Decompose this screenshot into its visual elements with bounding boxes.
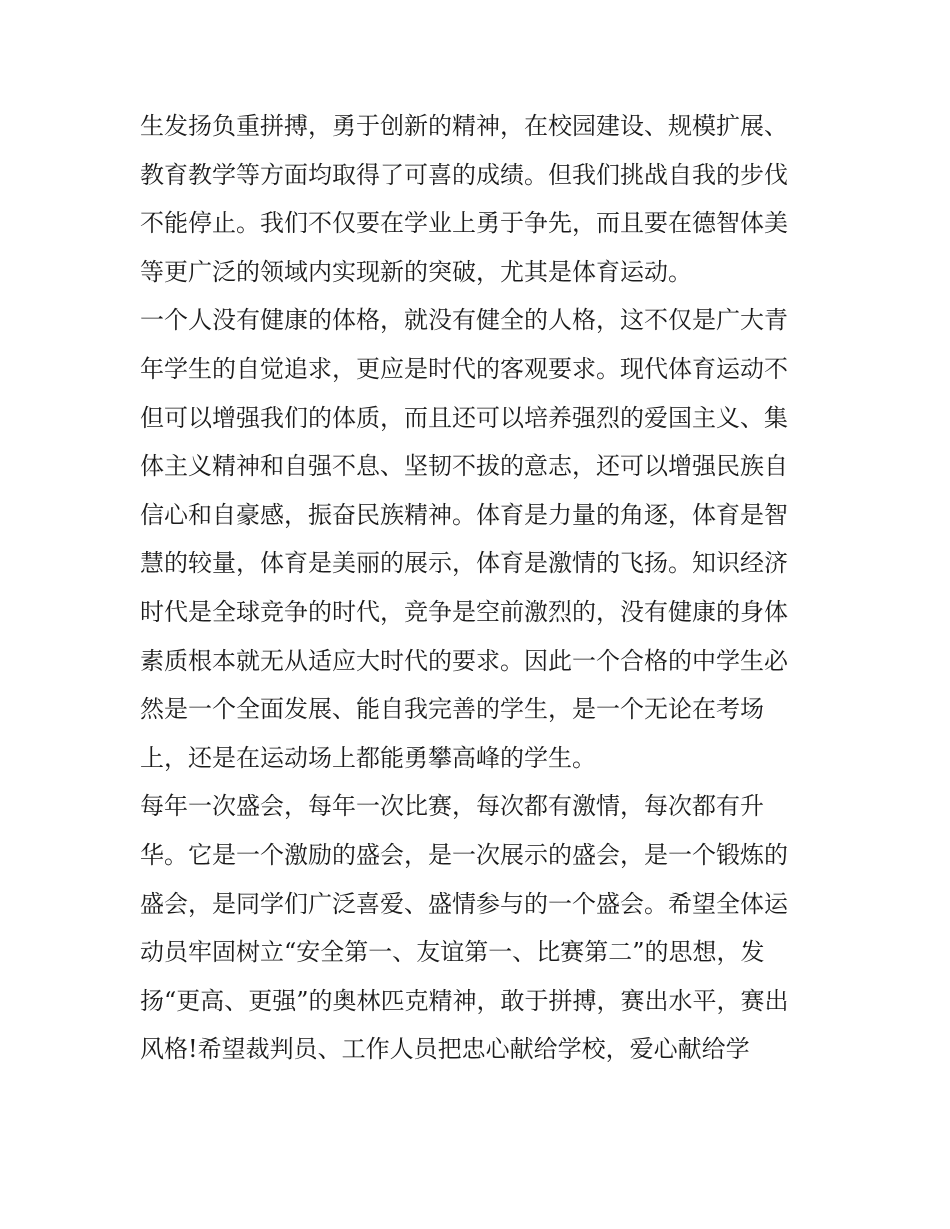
text-line: 信心和自豪感，振奋民族精神。体育是力量的角逐，体育是智 xyxy=(140,500,788,529)
text-line: 但可以增强我们的体质，而且还可以培养强烈的爱国主义、集 xyxy=(140,403,788,432)
text-line: 不能停止。我们不仅要在学业上勇于争先，而且要在德智体美 xyxy=(140,209,788,238)
text-line: 慧的较量，体育是美丽的展示，体育是激情的飞扬。知识经济 xyxy=(140,549,788,578)
paragraph-1 xyxy=(140,102,820,296)
text-line: 年学生的自觉追求，更应是时代的客观要求。现代体育运动不 xyxy=(140,354,788,383)
text-line: 体主义精神和自强不息、坚韧不拔的意志，还可以增强民族自 xyxy=(140,452,788,481)
text-line: 时代是全球竞争的时代，竞争是空前激烈的，没有健康的身体 xyxy=(140,597,788,626)
paragraph-3 xyxy=(140,782,820,1074)
text-line: 风格!希望裁判员、工作人员把忠心献给学校，爱心献给学 xyxy=(140,1035,750,1064)
text-line: 生发扬负重拼搏，勇于创新的精神，在校园建设、规模扩展、 xyxy=(140,112,788,140)
text-line: 每年一次盛会，每年一次比赛，每次都有激情，每次都有升 xyxy=(140,792,764,821)
text-line: 上，还是在运动场上都能勇攀高峰的学生。 xyxy=(140,743,596,772)
text-line: 教育教学等方面均取得了可喜的成绩。但我们挑战自我的步伐 xyxy=(140,160,788,189)
text-line: 一个人没有健康的体格，就没有健全的人格，这不仅是广大青 xyxy=(140,306,788,335)
text-line: 等更广泛的领域内实现新的突破，尤其是体育运动。 xyxy=(140,257,692,286)
text-line: 然是一个全面发展、能自我完善的学生，是一个无论在考场 xyxy=(140,695,764,724)
text-line: 扬“更高、更强”的奥林匹克精神，敢于拼搏，赛出水平，赛出 xyxy=(140,986,789,1015)
text-line: 素质根本就无从适应大时代的要求。因此一个合格的中学生必 xyxy=(140,646,788,675)
text-line: 华。它是一个激励的盛会，是一次展示的盛会，是一个锻炼的 xyxy=(140,840,788,869)
text-line: 盛会，是同学们广泛喜爱、盛情参与的一个盛会。希望全体运 xyxy=(140,889,788,918)
document-body xyxy=(140,102,820,1074)
text-line: 动员牢固树立“安全第一、友谊第一、比赛第二”的思想，发 xyxy=(140,938,765,967)
paragraph-2 xyxy=(140,296,820,782)
